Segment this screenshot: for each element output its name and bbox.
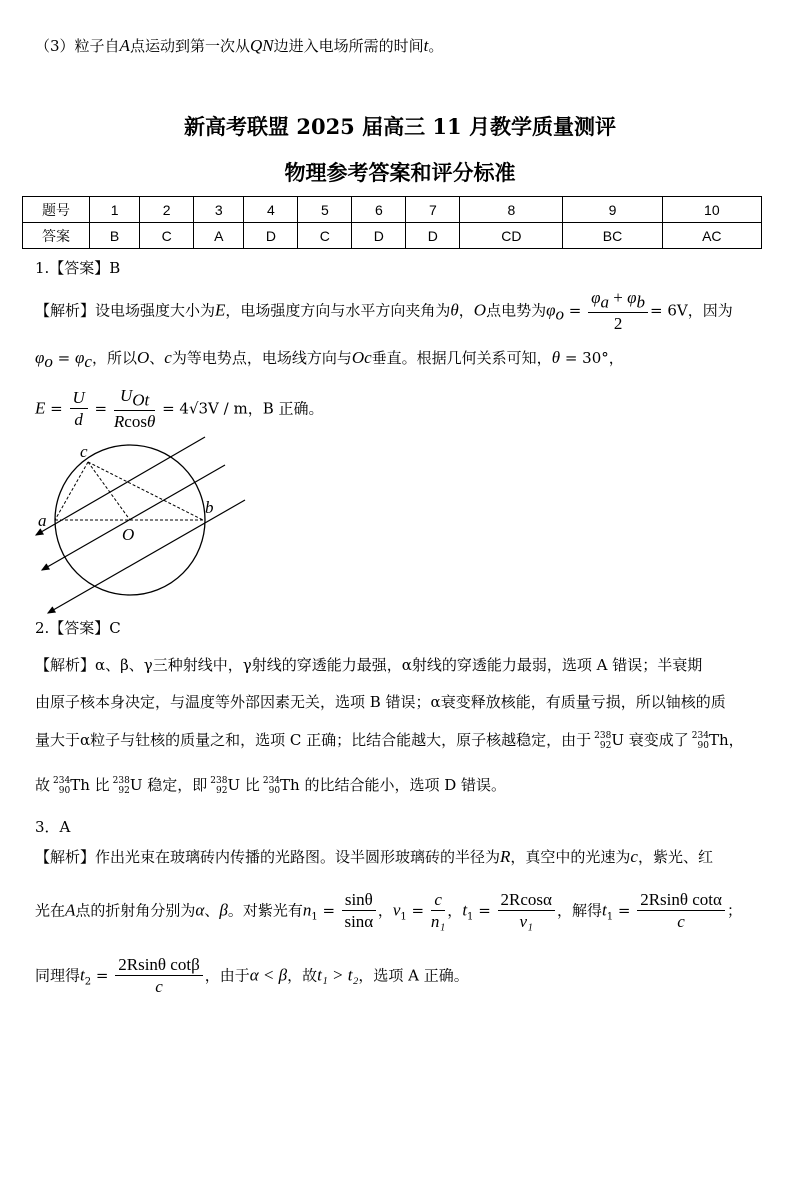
isotope: [210, 776, 227, 796]
mass-number: 238: [594, 731, 612, 741]
text: ；: [726, 901, 742, 920]
text: 故: [35, 776, 51, 794]
var: α: [195, 900, 205, 920]
text: 同理得: [35, 966, 81, 985]
text: U 衰变成了: [611, 731, 689, 749]
table-row-answers: [23, 223, 762, 249]
q3-prompt: [35, 36, 443, 56]
subscript: 1: [467, 911, 474, 923]
text: =: [406, 901, 429, 920]
denominator: c: [677, 912, 685, 931]
text: ，: [377, 901, 393, 920]
answer-table: [22, 196, 762, 249]
answer-label: 答案: [23, 223, 90, 249]
var: θ: [146, 412, 156, 432]
mass-number: 238: [210, 776, 228, 786]
subscript: b: [636, 292, 646, 312]
text: 、: [149, 349, 165, 367]
atomic-number: 92: [599, 741, 612, 751]
cell: BC: [563, 223, 662, 249]
text: U 稳定，即: [129, 776, 208, 794]
text: （3）粒子自: [35, 37, 120, 55]
q1-heading: 1.【答案】B: [35, 259, 121, 277]
var: O: [136, 348, 150, 367]
var: O: [473, 300, 487, 320]
atomic-number: 92: [215, 786, 228, 796]
text: +: [609, 288, 628, 307]
var: φ: [546, 300, 556, 320]
isotope: [692, 731, 709, 751]
denominator: sinα: [344, 912, 374, 931]
isotope: [263, 776, 280, 796]
page-title: 新高考联盟 2025 届高三 11 月教学质量测评: [184, 114, 616, 139]
point-label: b: [205, 498, 214, 517]
cell: C: [298, 223, 352, 249]
text: Th 比: [70, 776, 110, 794]
text: ，: [447, 901, 463, 920]
cell: 5: [298, 197, 352, 223]
subscript: o: [44, 352, 53, 371]
subscript: 1: [400, 911, 407, 923]
text: ，: [458, 301, 474, 320]
mass-number: 234: [53, 776, 71, 786]
numerator: 2Rsinθ cotα: [637, 890, 725, 911]
text: ，真空中的光速为: [510, 848, 631, 866]
text: =: [473, 901, 496, 920]
var: t₁ > t₂: [317, 965, 359, 985]
text: =: [564, 301, 582, 320]
var: U: [119, 386, 133, 405]
numerator: 2Rsinθ cotβ: [115, 955, 203, 976]
text: ，电场强度方向与水平方向夹角为: [225, 301, 451, 320]
fraction: [431, 890, 445, 933]
text: 量大于α粒子与钍核的质量之和，选项 C 正确；比结合能越大，原子核越稳定，由于: [35, 731, 592, 749]
text: Th，: [708, 731, 744, 749]
denominator: c: [155, 977, 163, 996]
circle-field-diagram: [0, 425, 270, 615]
subscript: c: [84, 352, 92, 371]
fraction: [637, 890, 725, 933]
text: 【解析】作出光束在玻璃砖内传播的光路图。设半圆形玻璃砖的半径为: [35, 848, 501, 866]
q2-line4: [35, 775, 506, 796]
q1-line1: [35, 288, 733, 335]
cell: C: [140, 223, 194, 249]
cell: CD: [460, 223, 563, 249]
var: β: [219, 900, 228, 920]
cell: AC: [662, 223, 761, 249]
cell: 2: [140, 197, 194, 223]
point-label: c: [80, 442, 88, 461]
atomic-number: 90: [697, 741, 709, 751]
table-row-numbers: [23, 197, 762, 223]
fraction: [498, 890, 555, 933]
field-line: [48, 500, 245, 613]
q2-line1: 【解析】α、β、γ三种射线中，γ射线的穿透能力最强，α射线的穿透能力最弱，选项 A 错误；半衰期: [35, 656, 703, 674]
atomic-number: 90: [58, 786, 71, 796]
text: ，选项 A 正确。: [358, 966, 469, 985]
text: =: [52, 349, 76, 367]
fraction: [588, 288, 648, 335]
var: c: [630, 847, 638, 866]
isotope: [594, 731, 611, 751]
atomic-number: 90: [268, 786, 281, 796]
denominator: n₁: [430, 912, 446, 931]
q3-line3: [35, 955, 469, 998]
numerator: U: [70, 388, 88, 409]
numerator: c: [431, 890, 445, 911]
cell: 7: [406, 197, 460, 223]
text: 点电势为: [486, 301, 547, 320]
var: t: [601, 900, 607, 920]
q3-line1: [35, 847, 713, 867]
cell: 8: [460, 197, 563, 223]
fraction: [342, 890, 376, 933]
text: 为等电势点，电场线方向与: [171, 349, 352, 367]
cell: D: [352, 223, 406, 249]
mass-number: 234: [691, 731, 709, 741]
q3-heading: 3．A: [35, 818, 71, 836]
mass-number: 238: [112, 776, 130, 786]
text: =: [91, 966, 114, 985]
cell: D: [244, 223, 298, 249]
var: φ: [35, 348, 45, 367]
mass-number: 234: [262, 776, 281, 786]
var: v: [392, 900, 401, 920]
text: ，所以: [91, 349, 137, 367]
var: φ: [75, 348, 85, 367]
var: θ: [551, 348, 561, 367]
fraction: [115, 955, 203, 998]
text: 点运动到第一次从: [129, 37, 250, 55]
subscript: o: [555, 304, 564, 324]
numerator: 2Rcosα: [498, 890, 555, 911]
var: c: [164, 348, 172, 367]
text: = 4√3V / m，B 正确。: [157, 399, 324, 418]
var: R: [113, 412, 125, 432]
text: = 30°，: [560, 349, 624, 367]
var: t: [423, 36, 429, 55]
text: 点的折射角分别为: [75, 901, 196, 920]
text: cos: [124, 412, 147, 432]
var: Oc: [351, 348, 372, 367]
q2-heading: 2.【答案】C: [35, 619, 121, 637]
isotope: [113, 776, 130, 796]
var: R: [500, 847, 511, 866]
q1-line2: [35, 348, 624, 372]
var: n: [302, 900, 312, 920]
var: QN: [249, 36, 274, 55]
atomic-number: 92: [118, 786, 130, 796]
var: φ: [627, 288, 637, 307]
denominator: v₁: [519, 912, 533, 931]
cell: 9: [563, 197, 662, 223]
subscript: 1: [606, 911, 614, 923]
text: =: [613, 901, 636, 920]
var: α < β: [249, 965, 288, 985]
var: A: [119, 36, 130, 55]
denominator: d: [74, 410, 83, 430]
var: E: [215, 300, 226, 320]
cell: 10: [662, 197, 761, 223]
subscript: Ot: [132, 390, 150, 410]
subscript: a: [600, 292, 610, 312]
text: U 比: [227, 776, 260, 794]
numerator: sinθ: [342, 890, 376, 911]
cell: B: [90, 223, 140, 249]
text: 边进入电场所需的时间: [273, 37, 424, 55]
cell: 3: [194, 197, 244, 223]
text: 【解析】设电场强度大小为: [35, 301, 216, 320]
denominator: 2: [613, 314, 623, 334]
subscript: 2: [84, 976, 92, 988]
cell: D: [406, 223, 460, 249]
isotope: [53, 776, 70, 796]
q2-line2: 由原子核本身决定，与温度等外部因素无关，选项 B 错误；α衰变释放核能，有质量亏损，所以铀核的质: [35, 693, 726, 711]
text: 光在: [35, 901, 66, 920]
text: =: [45, 399, 68, 418]
cell: 4: [244, 197, 298, 223]
text: 。: [428, 37, 444, 55]
q3-line2: [35, 890, 742, 933]
cell: 1: [90, 197, 140, 223]
q2-line3: [35, 730, 744, 751]
var: θ: [450, 300, 459, 320]
point-label: a: [38, 511, 47, 530]
subscript: 1: [311, 911, 318, 923]
point-label: O: [122, 525, 135, 544]
cell: A: [194, 223, 244, 249]
var: t: [80, 965, 85, 985]
var: E: [35, 398, 46, 418]
page-subtitle: 物理参考答案和评分标准: [284, 160, 516, 185]
var: φ: [591, 288, 601, 307]
text: ，解得: [556, 901, 602, 920]
text: =: [317, 901, 340, 920]
header-label: 题号: [23, 197, 90, 223]
text: = 6V，因为: [650, 301, 733, 320]
text: ，由于: [204, 966, 250, 985]
text: 、: [204, 901, 220, 920]
var: t: [462, 900, 468, 920]
cell: 6: [352, 197, 406, 223]
text: ，故: [287, 966, 318, 985]
text: 。对紫光有: [227, 901, 303, 920]
text: ，紫光、红: [637, 848, 713, 866]
text: Th 的比结合能小，选项 D 错误。: [280, 776, 507, 794]
text: =: [89, 399, 112, 418]
text: 垂直。根据几何关系可知，: [371, 349, 552, 367]
var: A: [65, 900, 76, 920]
